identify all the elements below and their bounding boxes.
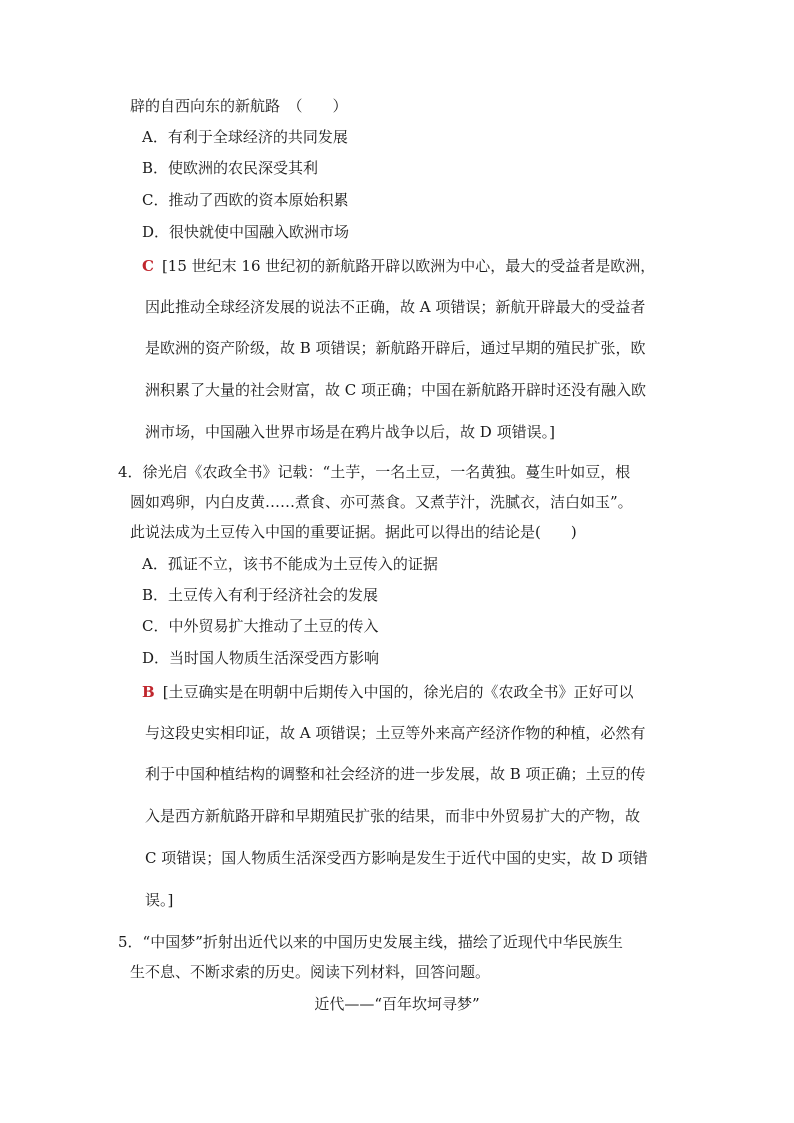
q4-explanation-6: 误。] — [145, 891, 174, 909]
q3-explanation-2: 因此推动全球经济发展的说法不正确，故 A 项错误；新航开辟最大的受益者 — [145, 298, 646, 316]
q4-stem-3: 此说法成为土豆传入中国的重要证据。据此可以得出的结论是( ) — [130, 523, 577, 541]
q3-option-d: D．很快就使中国融入欧洲市场 — [142, 223, 350, 241]
q4-explanation-3: 利于中国种植结构的调整和社会经济的进一步发展，故 B 项正确；土豆的传 — [145, 765, 646, 783]
q4-stem-2: 圆如鸡卵，内白皮黄……煮食、亦可蒸食。又煮芋汁，洗腻衣，洁白如玉”。 — [130, 493, 633, 511]
q3-stem-tail: 辟的自西向东的新航路 （ ） — [130, 97, 348, 115]
q5-stem-2: 生不息、不断求索的历史。阅读下列材料，回答问题。 — [130, 963, 491, 981]
q4-answer-line-1 — [142, 682, 634, 702]
q5-subtitle: 近代——“百年坎坷寻梦” — [314, 995, 480, 1013]
q4-explanation-4: 入是西方新航路开辟和早期殖民扩张的结果，而非中外贸易扩大的产物，故 — [145, 807, 641, 825]
q3-answer-line-1 — [142, 256, 655, 276]
q4-explanation-2: 与这段史实相印证，故 A 项错误；土豆等外来高产经济作物的种植，必然有 — [145, 724, 646, 742]
q3-option-a: A．有利于全球经济的共同发展 — [142, 128, 348, 146]
q4-option-d: D．当时国人物质生活深受西方影响 — [142, 649, 380, 667]
q3-explanation-5: 洲市场，中国融入世界市场是在鸦片战争以后，故 D 项错误。] — [145, 423, 555, 441]
q4-option-b: B．土豆传入有利于经济社会的发展 — [142, 586, 379, 604]
q3-explanation-3: 是欧洲的资产阶级，故 B 项错误；新航路开辟后，通过早期的殖民扩张，欧 — [145, 339, 646, 357]
q4-answer-letter: B — [142, 683, 155, 701]
q3-explanation-1: [15 世纪末 16 世纪初的新航路开辟以欧洲为中心，最大的受益者是欧洲， — [161, 257, 656, 275]
q3-answer-letter: C — [142, 257, 154, 275]
q4-explanation-5: C 项错误；国人物质生活深受西方影响是发生于近代中国的史实，故 D 项错 — [145, 849, 648, 867]
q4-explanation-1: [土豆确实是在明朝中后期传入中国的，徐光启的《农政全书》正好可以 — [162, 683, 634, 701]
q3-explanation-4: 洲积累了大量的社会财富，故 C 项正确；中国在新航路开辟时还没有融入欧 — [145, 381, 647, 399]
q4-option-c: C．中外贸易扩大推动了土豆的传入 — [142, 617, 379, 635]
q3-option-c: C．推动了西欧的资本原始积累 — [142, 191, 349, 209]
q4-option-a: A．孤证不立，该书不能成为土豆传入的证据 — [142, 555, 438, 573]
q5-stem-1: 5．“中国梦”折射出近代以来的中国历史发展主线，描绘了近现代中华民族生 — [118, 933, 623, 951]
q3-option-b: B．使欧洲的农民深受其利 — [142, 159, 319, 177]
q4-stem-1: 4．徐光启《农政全书》记载：“土芋，一名土豆，一名黄独。蔓生叶如豆，根 — [118, 463, 631, 481]
